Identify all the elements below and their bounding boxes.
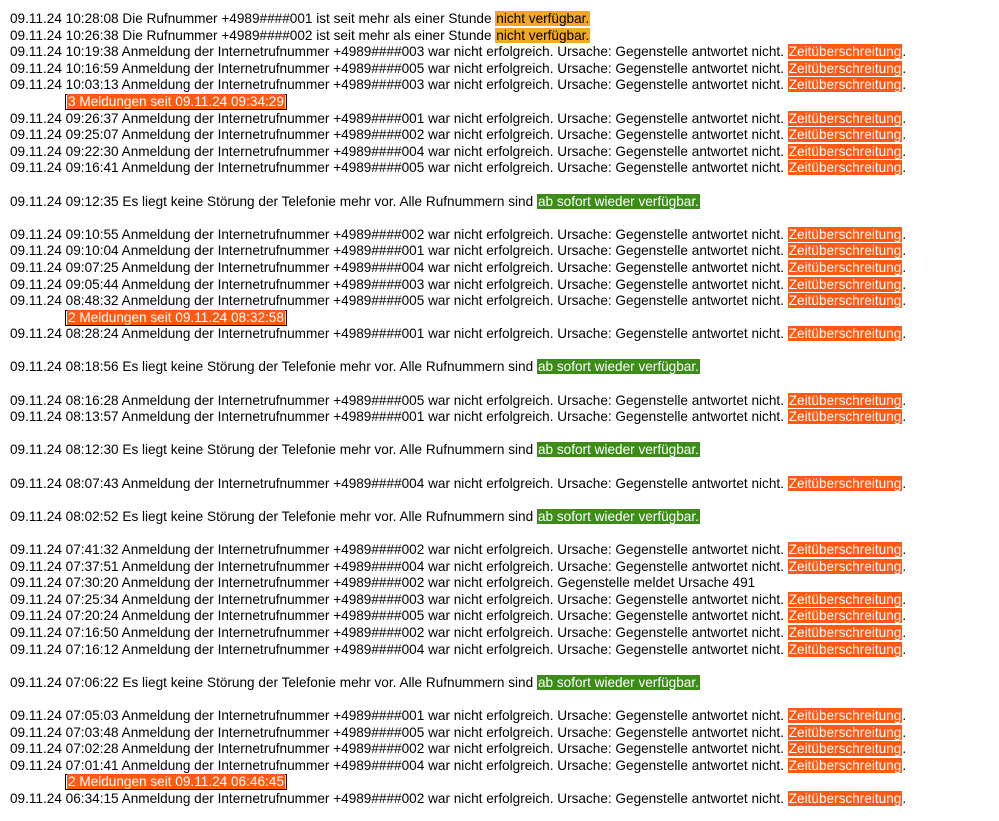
log-entry	[10, 625, 995, 642]
log-entry-text: 09.11.24 08:02:52 Es liegt keine Störung der Telefonie mehr vor. Alle Rufnummern sind	[10, 508, 537, 524]
log-entry-text: 09.11.24 09:22:30 Anmeldung der Internetrufnummer +4989####004 war nicht erfolgreich. Ursache: Gegenstelle antwortet nicht.	[10, 143, 788, 159]
log-entry-text: 09.11.24 07:16:50 Anmeldung der Internetrufnummer +4989####002 war nicht erfolgreich. Ursache: Gegenstelle antwortet nicht.	[10, 624, 788, 640]
log-entry	[10, 260, 995, 277]
timeout-badge: Zeitüberschreitung	[788, 558, 902, 574]
timeout-badge: Zeitüberschreitung	[788, 226, 902, 242]
status-available-badge: ab sofort wieder verfügbar.	[537, 193, 699, 209]
log-spacer	[10, 525, 995, 542]
log-entry	[10, 592, 995, 609]
log-spacer	[10, 658, 995, 675]
log-entry	[10, 44, 995, 61]
timeout-badge: Zeitüberschreitung	[788, 542, 902, 557]
log-entry-tail: .	[902, 60, 907, 76]
log-entry-tail: .	[902, 326, 907, 342]
log-entry	[10, 277, 995, 294]
log-entry	[10, 77, 995, 94]
log-entry	[10, 127, 995, 144]
log-entry-text: 09.11.24 10:03:13 Anmeldung der Internetrufnummer +4989####003 war nicht erfolgreich. Ursache: Gegenstelle antwortet nicht.	[10, 77, 788, 93]
log-entry-tail: .	[902, 110, 907, 126]
log-entry	[10, 111, 995, 128]
log-entry-tail: .	[902, 790, 907, 806]
log-entry	[10, 575, 995, 592]
timeout-badge: Zeitüberschreitung	[788, 392, 902, 408]
log-spacer	[10, 177, 995, 194]
log-entry-text: 09.11.24 07:16:12 Anmeldung der Internetrufnummer +4989####004 war nicht erfolgreich. Ursache: Gegenstelle antwortet nicht.	[10, 641, 788, 657]
log-entry-text: 09.11.24 08:16:28 Anmeldung der Internetrufnummer +4989####005 war nicht erfolgreich. Ursache: Gegenstelle antwortet nicht.	[10, 392, 788, 408]
event-log	[10, 11, 995, 808]
log-entry-text: 09.11.24 10:16:59 Anmeldung der Internetrufnummer +4989####005 war nicht erfolgreich. Ursache: Gegenstelle antwortet nicht.	[10, 60, 788, 76]
log-spacer	[10, 691, 995, 708]
log-entry-text: 09.11.24 09:10:04 Anmeldung der Internetrufnummer +4989####001 war nicht erfolgreich. Ursache: Gegenstelle antwortet nicht.	[10, 243, 788, 259]
timeout-badge: Zeitüberschreitung	[788, 790, 902, 806]
log-spacer	[10, 210, 995, 227]
log-entry-text: 09.11.24 07:02:28 Anmeldung der Internetrufnummer +4989####002 war nicht erfolgreich. Ursache: Gegenstelle antwortet nicht.	[10, 741, 788, 757]
log-entry-text: 09.11.24 09:10:55 Anmeldung der Internetrufnummer +4989####002 war nicht erfolgreich. Ursache: Gegenstelle antwortet nicht.	[10, 226, 788, 242]
log-entry-tail: .	[902, 757, 907, 773]
log-entry	[10, 509, 995, 526]
log-entry	[10, 11, 995, 28]
log-entry-text: 09.11.24 09:07:25 Anmeldung der Internetrufnummer +4989####004 war nicht erfolgreich. Ursache: Gegenstelle antwortet nicht.	[10, 259, 788, 275]
log-entry-text: 09.11.24 10:19:38 Anmeldung der Internetrufnummer +4989####003 war nicht erfolgreich. Ursache: Gegenstelle antwortet nicht.	[10, 44, 788, 60]
log-entry-tail: .	[902, 44, 907, 60]
log-entry-tail: .	[902, 243, 907, 259]
log-entry-text: 09.11.24 10:26:38 Die Rufnummer +4989####002 ist seit mehr als einer Stunde	[10, 27, 496, 43]
log-entry-tail: .	[902, 409, 907, 425]
log-entry-tail: .	[902, 259, 907, 275]
log-spacer	[10, 343, 995, 360]
log-entry	[10, 708, 995, 725]
log-entry-tail: .	[902, 741, 907, 757]
timeout-badge: Zeitüberschreitung	[788, 409, 902, 425]
log-entry-tail: .	[902, 143, 907, 159]
log-entry-text: 09.11.24 07:03:48 Anmeldung der Internetrufnummer +4989####005 war nicht erfolgreich. Ursache: Gegenstelle antwortet nicht.	[10, 724, 788, 740]
log-entry-text: 09.11.24 09:16:41 Anmeldung der Internetrufnummer +4989####005 war nicht erfolgreich. Ursache: Gegenstelle antwortet nicht.	[10, 160, 788, 176]
log-entry-text: 09.11.24 07:06:22 Es liegt keine Störung der Telefonie mehr vor. Alle Rufnummern sind	[10, 674, 537, 690]
log-entry-tail: .	[902, 591, 907, 607]
log-entry-text: 09.11.24 07:20:24 Anmeldung der Internetrufnummer +4989####005 war nicht erfolgreich. Ursache: Gegenstelle antwortet nicht.	[10, 608, 788, 624]
log-entry	[10, 642, 995, 659]
timeout-badge: Zeitüberschreitung	[788, 44, 902, 60]
log-entry-text: 09.11.24 09:12:35 Es liegt keine Störung der Telefonie mehr vor. Alle Rufnummern sind	[10, 193, 537, 209]
timeout-badge: Zeitüberschreitung	[788, 741, 902, 757]
log-entry-tail: .	[902, 707, 907, 723]
log-entry-text: 09.11.24 08:48:32 Anmeldung der Internetrufnummer +4989####005 war nicht erfolgreich. Ursache: Gegenstelle antwortet nicht.	[10, 293, 788, 309]
log-spacer	[10, 426, 995, 443]
log-entry-tail: .	[902, 475, 907, 491]
log-entry	[10, 741, 995, 758]
log-entry-text: 09.11.24 09:05:44 Anmeldung der Internetrufnummer +4989####003 war nicht erfolgreich. Ursache: Gegenstelle antwortet nicht.	[10, 276, 788, 292]
log-entry-text: 09.11.24 10:28:08 Die Rufnummer +4989####001 ist seit mehr als einer Stunde	[10, 11, 496, 26]
log-entry	[10, 326, 995, 343]
log-entry-text: 09.11.24 08:12:30 Es liegt keine Störung der Telefonie mehr vor. Alle Rufnummern sind	[10, 442, 537, 458]
log-entry	[10, 542, 995, 559]
log-entry-tail: .	[902, 127, 907, 143]
log-entry-text: 09.11.24 08:07:43 Anmeldung der Internetrufnummer +4989####004 war nicht erfolgreich. Ursache: Gegenstelle antwortet nicht.	[10, 475, 788, 491]
log-entry	[10, 243, 995, 260]
log-entry-tail: .	[902, 624, 907, 640]
log-entry-tail: .	[902, 226, 907, 242]
log-spacer	[10, 459, 995, 476]
status-unavailable-badge: nicht verfügbar.	[496, 11, 590, 26]
log-entry-text: 09.11.24 09:26:37 Anmeldung der Internetrufnummer +4989####001 war nicht erfolgreich. Ursache: Gegenstelle antwortet nicht.	[10, 110, 788, 126]
grouped-messages-link	[10, 310, 995, 327]
status-available-badge: ab sofort wieder verfügbar.	[537, 508, 699, 524]
grouped-messages-toggle[interactable]	[65, 310, 287, 326]
timeout-badge: Zeitüberschreitung	[788, 475, 902, 491]
log-spacer	[10, 492, 995, 509]
log-entry-tail: .	[902, 160, 907, 176]
log-entry-text: 09.11.24 07:41:32 Anmeldung der Internetrufnummer +4989####002 war nicht erfolgreich. Ursache: Gegenstelle antwortet nicht.	[10, 542, 788, 557]
status-unavailable-badge: nicht verfügbar.	[496, 27, 590, 43]
timeout-badge: Zeitüberschreitung	[788, 110, 902, 126]
timeout-badge: Zeitüberschreitung	[788, 160, 902, 176]
log-entry-text: 09.11.24 06:34:15 Anmeldung der Internetrufnummer +4989####002 war nicht erfolgreich. Ursache: Gegenstelle antwortet nicht.	[10, 790, 788, 806]
timeout-badge: Zeitüberschreitung	[788, 293, 902, 309]
timeout-badge: Zeitüberschreitung	[788, 243, 902, 259]
log-entry-tail: .	[902, 77, 907, 93]
log-entry	[10, 194, 995, 211]
timeout-badge: Zeitüberschreitung	[788, 608, 902, 624]
timeout-badge: Zeitüberschreitung	[788, 326, 902, 342]
log-entry-tail: .	[902, 724, 907, 740]
log-entry-text: 09.11.24 07:37:51 Anmeldung der Internetrufnummer +4989####004 war nicht erfolgreich. Ursache: Gegenstelle antwortet nicht.	[10, 558, 788, 574]
log-entry	[10, 758, 995, 775]
log-entry-tail: .	[902, 558, 907, 574]
status-available-badge: ab sofort wieder verfügbar.	[537, 359, 699, 375]
grouped-messages-link	[10, 94, 995, 111]
log-entry	[10, 144, 995, 161]
log-entry	[10, 476, 995, 493]
timeout-badge: Zeitüberschreitung	[788, 624, 902, 640]
log-entry	[10, 559, 995, 576]
log-entry	[10, 442, 995, 459]
log-entry	[10, 393, 995, 410]
log-entry	[10, 227, 995, 244]
timeout-badge: Zeitüberschreitung	[788, 641, 902, 657]
log-entry-tail: .	[902, 293, 907, 309]
log-entry-tail: .	[902, 276, 907, 292]
timeout-badge: Zeitüberschreitung	[788, 707, 902, 723]
log-entry-text: 09.11.24 08:28:24 Anmeldung der Internetrufnummer +4989####001 war nicht erfolgreich. Ursache: Gegenstelle antwortet nicht.	[10, 326, 788, 342]
log-entry	[10, 28, 995, 45]
log-entry	[10, 608, 995, 625]
timeout-badge: Zeitüberschreitung	[788, 724, 902, 740]
status-available-badge: ab sofort wieder verfügbar.	[537, 674, 699, 690]
timeout-badge: Zeitüberschreitung	[788, 60, 902, 76]
log-entry	[10, 359, 995, 376]
grouped-messages-toggle[interactable]	[65, 774, 287, 790]
timeout-badge: Zeitüberschreitung	[788, 757, 902, 773]
log-entry-text: 09.11.24 07:30:20 Anmeldung der Internetrufnummer +4989####002 war nicht erfolgreich. Gegenstelle meldet Ursache 491	[10, 575, 756, 591]
timeout-badge: Zeitüberschreitung	[788, 143, 902, 159]
log-entry	[10, 725, 995, 742]
log-entry-tail: .	[902, 608, 907, 624]
log-entry-text: 09.11.24 09:25:07 Anmeldung der Internetrufnummer +4989####002 war nicht erfolgreich. Ursache: Gegenstelle antwortet nicht.	[10, 127, 788, 143]
log-entry	[10, 675, 995, 692]
log-entry	[10, 61, 995, 78]
log-spacer	[10, 376, 995, 393]
log-entry	[10, 293, 995, 310]
log-entry-text: 09.11.24 07:25:34 Anmeldung der Internetrufnummer +4989####003 war nicht erfolgreich. Ursache: Gegenstelle antwortet nicht.	[10, 591, 788, 607]
timeout-badge: Zeitüberschreitung	[788, 77, 902, 93]
log-entry-text: 09.11.24 07:05:03 Anmeldung der Internetrufnummer +4989####001 war nicht erfolgreich. Ursache: Gegenstelle antwortet nicht.	[10, 707, 788, 723]
log-entry-text: 09.11.24 08:18:56 Es liegt keine Störung der Telefonie mehr vor. Alle Rufnummern sind	[10, 359, 537, 375]
status-available-badge: ab sofort wieder verfügbar.	[537, 442, 699, 458]
grouped-messages-link	[10, 774, 995, 791]
grouped-messages-label: 3 Meldungen seit 09.11.24 09:34:29	[68, 93, 284, 109]
log-entry-tail: .	[902, 392, 907, 408]
log-entry-text: 09.11.24 07:01:41 Anmeldung der Internetrufnummer +4989####004 war nicht erfolgreich. Ursache: Gegenstelle antwortet nicht.	[10, 757, 788, 773]
grouped-messages-label: 2 Meldungen seit 09.11.24 06:46:45	[68, 774, 284, 790]
grouped-messages-toggle[interactable]	[65, 94, 287, 110]
log-entry-tail: .	[902, 542, 907, 557]
log-entry	[10, 409, 995, 426]
log-entry	[10, 160, 995, 177]
timeout-badge: Zeitüberschreitung	[788, 591, 902, 607]
timeout-badge: Zeitüberschreitung	[788, 276, 902, 292]
log-entry	[10, 791, 995, 808]
timeout-badge: Zeitüberschreitung	[788, 259, 902, 275]
log-entry-tail: .	[902, 641, 907, 657]
log-entry-text: 09.11.24 08:13:57 Anmeldung der Internetrufnummer +4989####001 war nicht erfolgreich. Ursache: Gegenstelle antwortet nicht.	[10, 409, 788, 425]
grouped-messages-label: 2 Meldungen seit 09.11.24 08:32:58	[68, 309, 284, 325]
timeout-badge: Zeitüberschreitung	[788, 127, 902, 143]
